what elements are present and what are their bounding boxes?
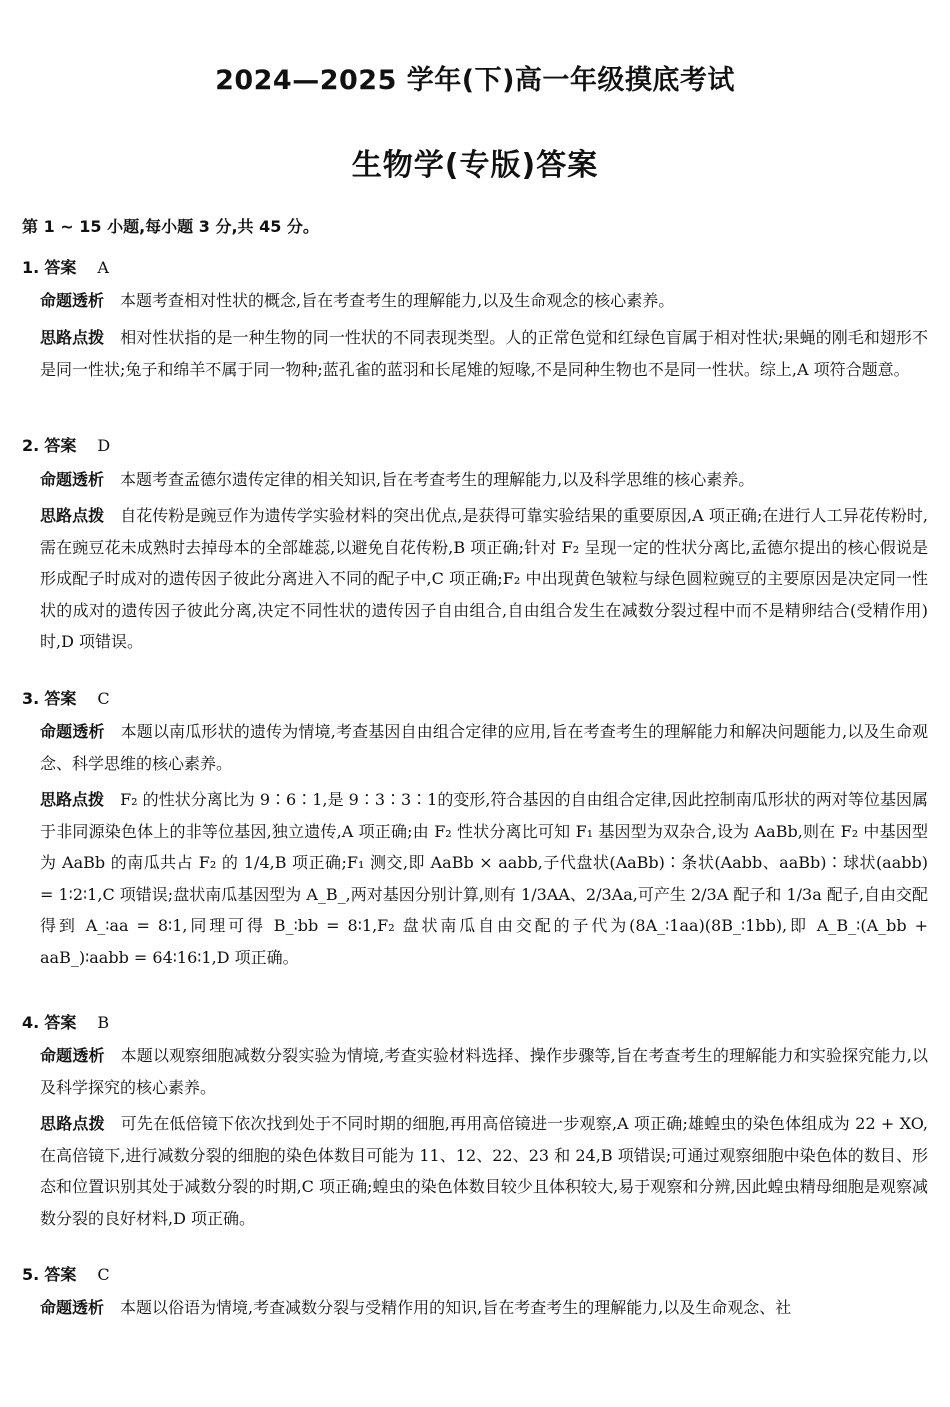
hint-label: 思路点拨 [40, 1114, 105, 1133]
question-2-hint [40, 500, 928, 658]
answer-label: 答案 [44, 1013, 77, 1032]
question-2-analysis [40, 464, 928, 496]
analysis-text: 本题以俗语为情境,考查减数分裂与受精作用的知识,旨在考查考生的理解能力,以及生命观念、社 [120, 1298, 792, 1317]
question-1-hint [40, 322, 928, 385]
analysis-text: 本题考查相对性状的概念,旨在考查考生的理解能力,以及生命观念的核心素养。 [120, 291, 675, 310]
question-4-hint [40, 1108, 928, 1234]
question-2-answer [22, 433, 110, 456]
answer-label: 答案 [44, 258, 77, 277]
analysis-text: 本题考查孟德尔遗传定律的相关知识,旨在考查考生的理解能力,以及科学思维的核心素养。 [120, 470, 755, 489]
exam-title: 2024—2025 学年(下)高一年级摸底考试 [215, 65, 735, 96]
analysis-text: 本题以南瓜形状的遗传为情境,考查基因自由组合定律的应用,旨在考查考生的理解能力和解决问题能力,以及生命观念、科学思维的核心素养。 [40, 722, 928, 773]
subject-title: 生物学(专版)答案 [351, 148, 599, 183]
question-5-analysis [40, 1292, 928, 1324]
question-number: 1. [22, 258, 40, 277]
question-number: 4. [22, 1013, 40, 1032]
answer-label: 答案 [44, 1265, 77, 1284]
analysis-label: 命题透析 [40, 1046, 105, 1065]
question-number: 2. [22, 436, 40, 455]
hint-text: 自花传粉是豌豆作为遗传学实验材料的突出优点,是获得可靠实验结果的重要原因,A 项正确;在进行人工异花传粉时,需在豌豆花未成熟时去掉母本的全部雄蕊,以避免自花传粉,B 项正确;针对 F₂ 呈现一定的性状分离比,孟德尔提出的核心假说是形成配子时成对的遗传因子彼此分离进入不同的配子中,C 项正确;F₂ 中出现黄色皱粒与绿色圆粒豌豆的主要原因是决定同一性状的成对的遗传因子彼此分离,决定不同性状的遗传因子自由组合,自由组合发生在减数分裂过程中而不是精卵结合(受精作用)时,D 项错误。 [40, 506, 928, 651]
question-4-analysis [40, 1040, 928, 1103]
hint-label: 思路点拨 [40, 328, 105, 347]
question-1-analysis [40, 285, 928, 317]
question-number: 3. [22, 689, 40, 708]
hint-text: 相对性状指的是一种生物的同一性状的不同表现类型。人的正常色觉和红绿色盲属于相对性状;果蝇的刚毛和翅形不是同一性状;兔子和绵羊不属于同一物种;蓝孔雀的蓝羽和长尾雉的短喙,不是同种生物也不是同一性状。综上,A 项符合题意。 [40, 328, 928, 379]
question-4-answer [22, 1010, 109, 1033]
hint-label: 思路点拨 [40, 506, 105, 525]
analysis-label: 命题透析 [40, 722, 105, 741]
answer-value: C [97, 1265, 110, 1284]
answer-value: C [97, 689, 110, 708]
answer-value: A [97, 258, 109, 277]
analysis-label: 命题透析 [40, 291, 105, 310]
answer-label: 答案 [44, 436, 77, 455]
answer-value: B [97, 1013, 110, 1032]
answer-value: D [97, 436, 111, 455]
question-3-hint [40, 784, 928, 973]
question-number: 5. [22, 1265, 40, 1284]
question-3-analysis [40, 716, 928, 779]
analysis-label: 命题透析 [40, 1298, 105, 1317]
section-intro: 第 1 ~ 15 小题,每小题 3 分,共 45 分。 [22, 217, 319, 236]
hint-text: F₂ 的性状分离比为 9∶6∶1,是 9∶3∶3∶1的变形,符合基因的自由组合定律,因此控制南瓜形状的两对等位基因属于非同源染色体上的非等位基因,独立遗传,A 项正确;由 F₂ 性状分离比可知 F₁ 基因型为双杂合,设为 AaBb,则在 F₂ 中基因型为 AaBb 的南瓜共占 F₂ 的 1/4,B 项正确;F₁ 测交,即 AaBb × aabb,子代盘状(AaBb)∶条状(Aabb、aaBb)∶球状(aabb) = 1∶2∶1,C 项错误;盘状南瓜基因型为 A_B_,两对基因分别计算,则有 1/3AA、2/3Aa,可产生 2/3A 配子和 1/3a 配子,自由交配得到 A_∶aa = 8∶1,同理可得 B_∶bb = 8∶1,F₂ 盘状南瓜自由交配的子代为(8A_∶1aa)(8B_∶1bb),即 A_B_∶(A_bb + aaB_)∶aabb = 64∶16∶1,D 项正确。 [40, 790, 928, 967]
question-1-answer [22, 255, 109, 278]
question-3-answer [22, 686, 110, 709]
question-5-answer [22, 1262, 110, 1285]
answer-label: 答案 [44, 689, 77, 708]
hint-label: 思路点拨 [40, 790, 105, 809]
analysis-text: 本题以观察细胞减数分裂实验为情境,考查实验材料选择、操作步骤等,旨在考查考生的理解能力和实验探究能力,以及科学探究的核心素养。 [40, 1046, 928, 1097]
hint-text: 可先在低倍镜下依次找到处于不同时期的细胞,再用高倍镜进一步观察,A 项正确;雄蝗虫的染色体组成为 22 + XO,在高倍镜下,进行减数分裂的细胞的染色体数目可能为 11、12、22、23 和 24,B 项错误;可通过观察细胞中染色体的数目、形态和位置识别其处于减数分裂的时期,C 项正确;蝗虫的染色体数目较少且体积较大,易于观察和分辨,因此蝗虫精母细胞是观察减数分裂的良好材料,D 项正确。 [40, 1114, 928, 1228]
analysis-label: 命题透析 [40, 470, 105, 489]
